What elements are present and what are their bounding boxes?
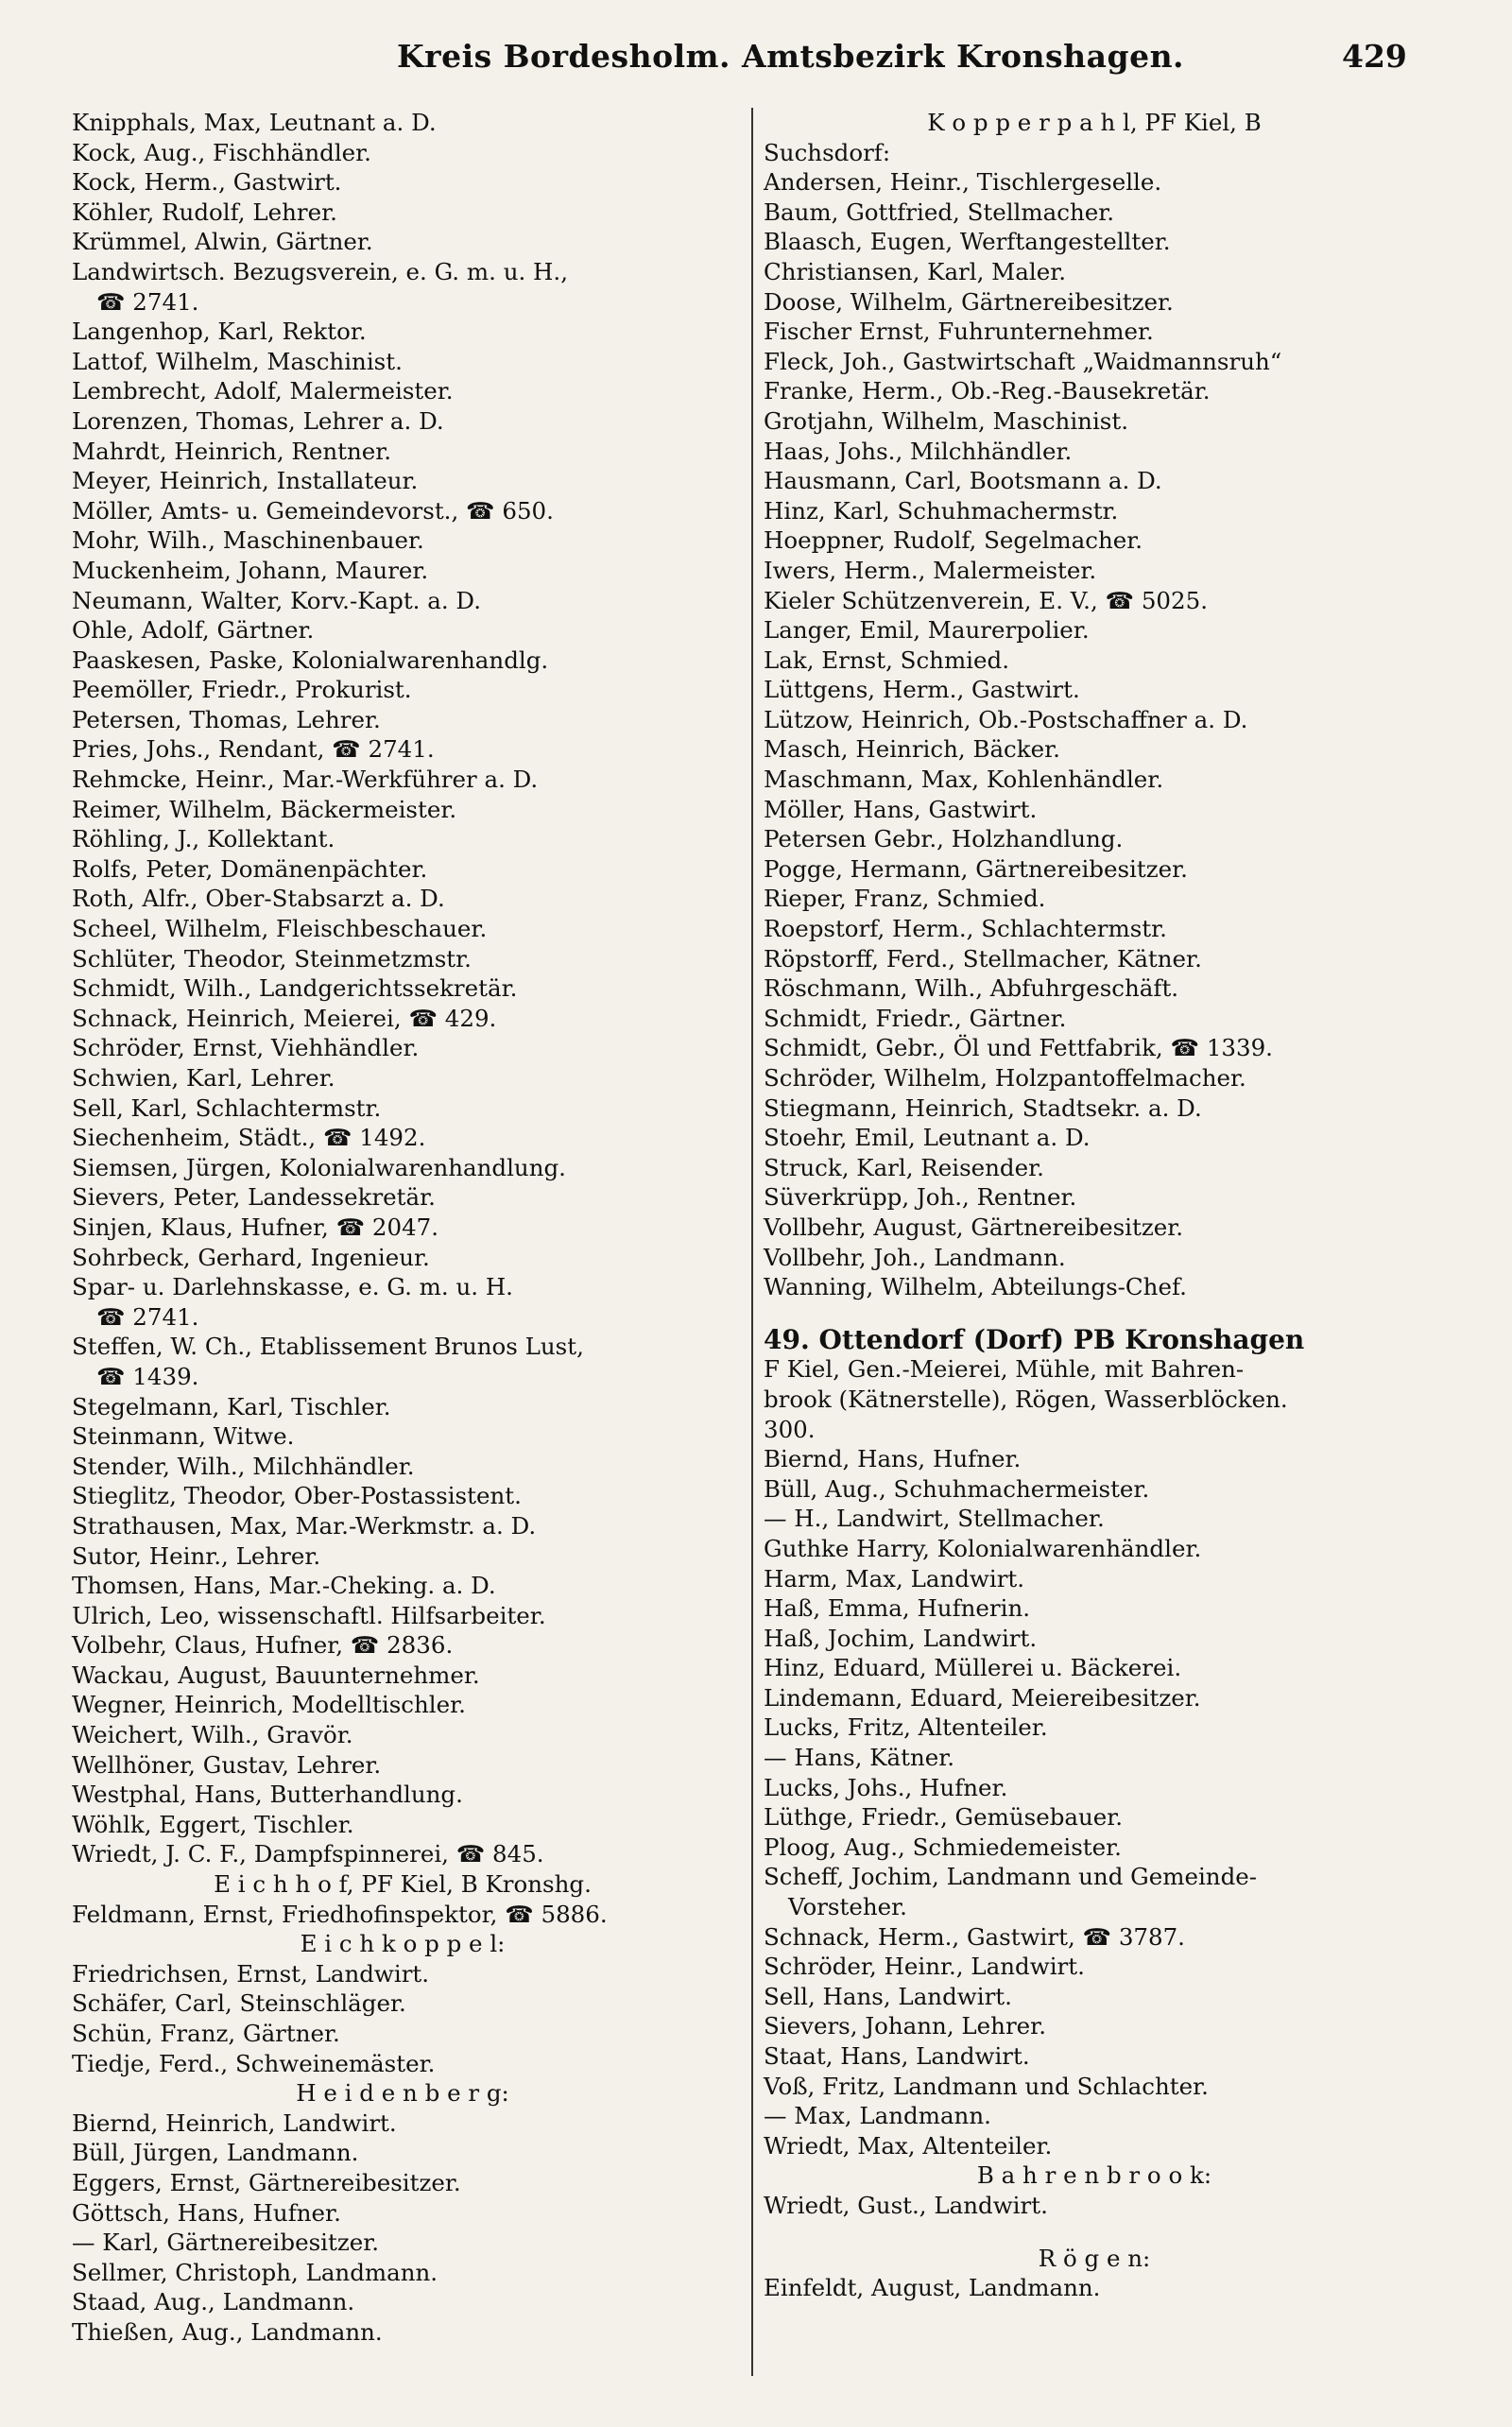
directory-entry: Haß, Emma, Hufnerin. [764,1594,1031,1623]
directory-entry: Schün, Franz, Gärtner. [72,2020,340,2047]
directory-entry: Petersen Gebr., Holzhandlung. [764,825,1124,853]
directory-entry: F Kiel, Gen.-Meierei, Mühle, mit Bahren- [764,1355,1245,1384]
directory-entry: Staad, Aug., Landmann. [72,2288,355,2316]
directory-entry: — H., Landwirt, Stellmacher. [764,1505,1105,1533]
directory-entry: Wackau, August, Bauunternehmer. [72,1661,480,1689]
column-divider [751,108,753,2376]
directory-entry: Wegner, Heinrich, Modelltischler. [72,1691,466,1719]
directory-entry: Biernd, Heinrich, Landwirt. [72,2109,397,2137]
directory-entry: Lüttgens, Herm., Gastwirt. [764,676,1080,704]
directory-entry: Pries, Johs., Rendant, ☎ 2741. [72,735,435,764]
directory-entry: Kock, Herm., Gastwirt. [72,168,342,197]
directory-entry: Roth, Alfr., Ober-Stabsarzt a. D. [72,885,445,913]
locality-heading: E i c h k o p p e l: [300,1930,506,1958]
directory-entry: Grotjahn, Wilhelm, Maschinist. [764,406,1128,435]
left-column [72,108,733,2348]
directory-entry: Schlüter, Theodor, Steinmetzmstr. [72,944,472,973]
directory-entry: Reimer, Wilhelm, Bäckermeister. [72,795,457,823]
directory-entry: Steffen, W. Ch., Etablissement Brunos Lust, [72,1333,584,1361]
directory-entry: Weichert, Wilh., Gravör. [72,1721,353,1749]
directory-entry: Schröder, Heinr., Landwirt. [764,1953,1085,1981]
directory-entry: Lorenzen, Thomas, Lehrer a. D. [72,406,444,435]
directory-entry: Stender, Wilh., Milchhändler. [72,1452,415,1480]
directory-entry: Sohrbeck, Gerhard, Ingenieur. [72,1243,430,1271]
directory-entry: Göttsch, Hans, Hufner. [72,2198,341,2227]
directory-entry: Krümmel, Alwin, Gärtner. [72,228,373,256]
locality-heading: R ö g e n: [1038,2244,1151,2272]
directory-entry: Schäfer, Carl, Steinschläger. [72,1989,406,2018]
directory-entry: ☎ 1439. [96,1362,199,1390]
directory-entry: Schwien, Karl, Lehrer. [72,1064,335,1092]
directory-entry: Stiegmann, Heinrich, Stadtsekr. a. D. [764,1093,1202,1122]
directory-entry: Vollbehr, August, Gärtnereibesitzer. [764,1213,1184,1241]
directory-entry: Petersen, Thomas, Lehrer. [72,705,381,733]
spacer [764,2221,1425,2244]
directory-entry: Blaasch, Eugen, Werftangestellter. [764,228,1171,256]
directory-entry: — Karl, Gärtnereibesitzer. [72,2229,380,2257]
directory-entry: Schröder, Wilhelm, Holzpantoffelmacher. [764,1064,1246,1092]
directory-entry: Peemöller, Friedr., Prokurist. [72,676,412,704]
directory-entry: Büll, Aug., Schuhmachermeister. [764,1474,1150,1503]
directory-entry: Rehmcke, Heinr., Mar.-Werkführer a. D. [72,766,539,794]
directory-entry: Christiansen, Karl, Maler. [764,257,1067,285]
directory-entry: Baum, Gottfried, Stellmacher. [764,198,1115,226]
page-header [0,38,1512,85]
directory-entry: Lüthge, Friedr., Gemüsebauer. [764,1803,1124,1832]
directory-entry: Thomsen, Hans, Mar.-Cheking. a. D. [72,1572,496,1600]
directory-entry: Westphal, Hans, Butterhandlung. [72,1781,463,1809]
directory-entry: — Max, Landmann. [764,2102,991,2130]
directory-entry: Lattof, Wilhelm, Maschinist. [72,347,403,375]
directory-entry: Voß, Fritz, Landmann und Schlachter. [764,2072,1209,2100]
directory-entry: brook (Kätnerstelle), Rögen, Wasserblöcken. [764,1385,1288,1413]
directory-entry: Scheel, Wilhelm, Fleischbeschauer. [72,915,488,943]
directory-entry: Iwers, Herm., Malermeister. [764,556,1097,584]
directory-entry: Ulrich, Leo, wissenschaftl. Hilfsarbeiter. [72,1601,546,1629]
directory-entry: Thießen, Aug., Landmann. [72,2317,383,2346]
directory-entry: Wellhöner, Gustav, Lehrer. [72,1750,382,1779]
directory-entry: Kock, Aug., Fischhändler. [72,138,371,166]
directory-entry: Möller, Amts- u. Gemeindevorst., ☎ 650. [72,496,554,525]
directory-entry: Büll, Jürgen, Landmann. [72,2139,359,2167]
directory-entry: 300. [764,1415,816,1443]
directory-entry: Schnack, Herm., Gastwirt, ☎ 3787. [764,1922,1185,1951]
directory-entry: Muckenheim, Johann, Maurer. [72,556,429,584]
directory-entry: Sell, Hans, Landwirt. [764,1982,1012,2010]
spacer [764,1302,1425,1325]
directory-entry: Lützow, Heinrich, Ob.-Postschaffner a. D. [764,705,1248,733]
directory-entry: Sutor, Heinr., Lehrer. [72,1541,321,1570]
directory-entry: Haas, Johs., Milchhändler. [764,437,1073,465]
directory-entry: Sievers, Peter, Landessekretär. [72,1183,436,1212]
directory-entry: Meyer, Heinrich, Installateur. [72,467,419,495]
directory-entry: Maschmann, Max, Kohlenhändler. [764,766,1164,794]
directory-entry: Süverkrüpp, Joh., Rentner. [764,1183,1077,1212]
directory-entry: Hinz, Eduard, Müllerei u. Bäckerei. [764,1654,1182,1682]
directory-entry: Fischer Ernst, Fuhrunternehmer. [764,318,1154,346]
page-number: 429 [1342,38,1407,75]
directory-entry: Schmidt, Wilh., Landgerichtssekretär. [72,974,518,1003]
directory-entry: Friedrichsen, Ernst, Landwirt. [72,1959,430,1988]
directory-entry: Rieper, Franz, Schmied. [764,885,1046,913]
directory-entry: Schröder, Ernst, Viehhändler. [72,1034,420,1062]
directory-entry: Wriedt, Gust., Landwirt. [764,2191,1048,2219]
directory-entry: Lembrecht, Adolf, Malermeister. [72,377,454,405]
directory-entry: Lak, Ernst, Schmied. [764,645,1009,674]
directory-entry: Einfeldt, August, Landmann. [764,2274,1101,2302]
directory-entry: Doose, Wilhelm, Gärtnereibesitzer. [764,287,1174,316]
directory-entry: Schmidt, Friedr., Gärtner. [764,1004,1067,1032]
directory-entry: Tiedje, Ferd., Schweinemäster. [72,2049,436,2077]
locality-heading: K o p p e r p a h l, PF Kiel, B [927,109,1262,136]
directory-entry: Röhling, J., Kollektant. [72,825,335,853]
directory-entry: Wriedt, Max, Altenteiler. [764,2131,1053,2160]
locality-heading: H e i d e n b e r g: [296,2079,509,2108]
directory-entry: Lucks, Johs., Hufner. [764,1773,1008,1801]
directory-entry: Sinjen, Klaus, Hufner, ☎ 2047. [72,1213,439,1241]
running-title: Kreis Bordesholm. Amtsbezirk Kronshagen. [397,38,1185,75]
directory-entry: Landwirtsch. Bezugsverein, e. G. m. u. H., [72,257,568,285]
directory-entry: Langenhop, Karl, Rektor. [72,318,367,346]
directory-entry: Wanning, Wilhelm, Abteilungs-Chef. [764,1273,1187,1301]
directory-entry: Lindemann, Eduard, Meiereibesitzer. [764,1683,1201,1712]
directory-entry: Struck, Karl, Reisender. [764,1153,1044,1181]
directory-entry: Knipphals, Max, Leutnant a. D. [72,109,437,136]
directory-entry: Roepstorf, Herm., Schlachtermstr. [764,915,1167,943]
directory-entry: Sellmer, Christoph, Landmann. [72,2258,438,2286]
directory-entry: ☎ 2741. [96,287,199,316]
directory-entry: Hoeppner, Rudolf, Segelmacher. [764,526,1143,555]
directory-entry: Siechenheim, Städt., ☎ 1492. [72,1124,426,1152]
directory-entry: Sell, Karl, Schlachtermstr. [72,1093,382,1122]
directory-entry: Vollbehr, Joh., Landmann. [764,1243,1066,1271]
directory-entry: Suchsdorf: [764,138,891,166]
right-column [764,108,1425,2303]
directory-entry: Pogge, Hermann, Gärtnereibesitzer. [764,854,1188,883]
directory-entry: Franke, Herm., Ob.-Reg.-Bausekretär. [764,377,1211,405]
directory-entry: Paaskesen, Paske, Kolonialwarenhandlg. [72,645,549,674]
directory-entry: Spar- u. Darlehnskasse, e. G. m. u. H. [72,1273,513,1301]
section-heading: 49. Ottendorf (Dorf) PB Kronshagen [764,1323,1305,1355]
directory-entry: Stegelmann, Karl, Tischler. [72,1392,391,1420]
directory-entry: Köhler, Rudolf, Lehrer. [72,198,337,226]
directory-entry: Röschmann, Wilh., Abfuhrgeschäft. [764,974,1179,1003]
directory-entry: Rolfs, Peter, Domänenpächter. [72,854,428,883]
directory-entry: — Hans, Kätner. [764,1744,955,1772]
directory-entry: Fleck, Joh., Gastwirtschaft „Waidmannsruh“ [764,347,1282,375]
directory-entry: Schnack, Heinrich, Meierei, ☎ 429. [72,1004,497,1032]
directory-entry: Haß, Jochim, Landwirt. [764,1624,1038,1652]
directory-entry: Möller, Hans, Gastwirt. [764,795,1038,823]
directory-entry: Stoehr, Emil, Leutnant a. D. [764,1124,1091,1152]
directory-entry: Mohr, Wilh., Maschinenbauer. [72,526,424,555]
directory-entry: Siemsen, Jürgen, Kolonialwarenhandlung. [72,1153,566,1181]
directory-entry: Lucks, Fritz, Altenteiler. [764,1713,1048,1742]
directory-entry: Strathausen, Max, Mar.-Werkmstr. a. D. [72,1511,537,1540]
directory-entry: Vorsteher. [788,1893,907,1921]
directory-entry: Wöhlk, Eggert, Tischler. [72,1810,354,1838]
directory-entry: Langer, Emil, Maurerpolier. [764,616,1090,645]
directory-entry: Feldmann, Ernst, Friedhofinspektor, ☎ 5886. [72,1900,608,1928]
directory-entry: Andersen, Heinr., Tischlergeselle. [764,168,1162,197]
directory-entry: Röpstorff, Ferd., Stellmacher, Kätner. [764,944,1202,973]
directory-entry: Wriedt, J. C. F., Dampfspinnerei, ☎ 845. [72,1840,544,1868]
directory-entry: Harm, Max, Landwirt. [764,1564,1025,1592]
directory-entry: Ohle, Adolf, Gärtner. [72,616,315,645]
directory-entry: Staat, Hans, Landwirt. [764,2042,1030,2070]
directory-entry: Biernd, Hans, Hufner. [764,1445,1022,1473]
directory-entry: Scheff, Jochim, Landmann und Gemeinde- [764,1863,1258,1891]
directory-entry: Mahrdt, Heinrich, Rentner. [72,437,392,465]
directory-entry: Eggers, Ernst, Gärtnereibesitzer. [72,2168,461,2196]
directory-entry: Steinmann, Witwe. [72,1422,295,1451]
directory-entry: Schmidt, Gebr., Öl und Fettfabrik, ☎ 1339. [764,1034,1273,1062]
directory-entry: Hausmann, Carl, Bootsmann a. D. [764,467,1162,495]
directory-entry: ☎ 2741. [96,1302,199,1331]
directory-entry: Guthke Harry, Kolonialwarenhändler. [764,1534,1202,1562]
directory-entry: Masch, Heinrich, Bäcker. [764,735,1060,764]
directory-entry: Stieglitz, Theodor, Ober-Postassistent. [72,1482,522,1510]
directory-entry: Hinz, Karl, Schuhmachermstr. [764,496,1119,525]
directory-entry: Kieler Schützenverein, E. V., ☎ 5025. [764,586,1208,614]
directory-entry: Ploog, Aug., Schmiedemeister. [764,1833,1122,1861]
locality-heading: E i c h h o f, PF Kiel, B Kronshg. [214,1870,592,1899]
locality-heading: B a h r e n b r o o k: [976,2161,1212,2190]
directory-entry: Neumann, Walter, Korv.-Kapt. a. D. [72,586,481,614]
directory-entry: Volbehr, Claus, Hufner, ☎ 2836. [72,1631,454,1660]
directory-entry: Sievers, Johann, Lehrer. [764,2012,1046,2040]
